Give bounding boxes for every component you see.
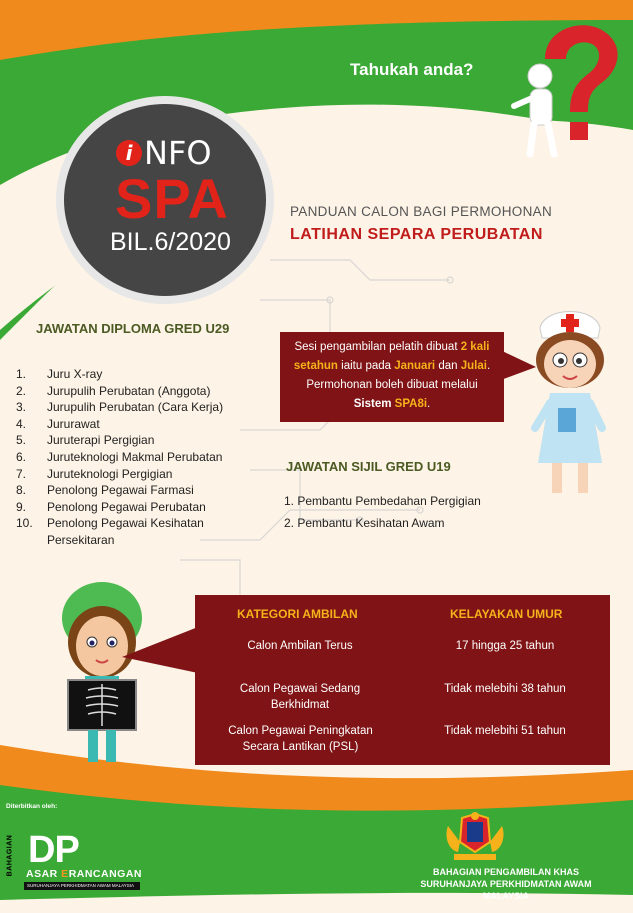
table-pointer: [120, 625, 200, 675]
table-header-kategori: KATEGORI AMBILAN: [237, 607, 358, 621]
sijil-heading: JAWATAN SIJIL GRED U19: [286, 459, 451, 474]
table-row-umur: 17 hingga 25 tahun: [455, 640, 555, 652]
spa-title: SPA: [115, 167, 229, 230]
logo-wordmark: ASAR ERANCANGAN: [26, 868, 143, 880]
table-header-umur: KELAYAKAN UMUR: [450, 607, 563, 621]
table-row-kategori: Calon Pegawai Sedang Berkhidmat: [239, 683, 361, 711]
list-item: 8. Penolong Pegawai Farmasi: [16, 483, 194, 498]
list-item: 7. Juruteknologi Pergigian: [16, 466, 173, 481]
list-item: 1. Juru X-ray: [16, 367, 103, 381]
logo-subtitle: SURUHANJAYA PERKHIDMATAN AWAM MALAYSIA: [27, 883, 135, 888]
list-item: 2. Jurupulih Perubatan (Anggota): [16, 383, 211, 398]
intake-info-callout: Sesi pengambilan pelatih dibuat 2 kali setahun iaitu pada Januari dan Julai. Permohonan boleh dibuat melalui Sistem SPA8i.: [280, 332, 504, 422]
malaysia-crest-emblem: [440, 812, 510, 864]
published-by-label: Diterbitkan oleh:: [6, 803, 58, 810]
list-item: 1. Pembantu Pembedahan Pergigian: [284, 494, 481, 508]
list-item: 6. Juruteknologi Makmal Perubatan: [16, 449, 223, 464]
question-mark-figure: [500, 14, 630, 164]
question-heading: Tahukah anda?: [350, 60, 474, 79]
list-item: 5. Juruterapi Pergigian: [16, 433, 155, 448]
diploma-heading: JAWATAN DIPLOMA GRED U29: [36, 321, 230, 336]
table-row-umur: Tidak melebihi 51 tahun: [444, 725, 566, 737]
list-item: 4. Jururawat: [16, 416, 100, 431]
dp-logo: DP: [28, 829, 79, 871]
agency-name: BAHAGIAN PENGAMBILAN KHAS SURUHANJAYA PERKHIDMATAN AWAM MALAYSIA: [420, 867, 592, 901]
guide-title: LATIHAN SEPARA PERUBATAN: [290, 226, 543, 243]
table-row-kategori: Calon Pegawai Peningkatan Secara Lantikan (PSL): [228, 725, 373, 753]
list-item: 9. Penolong Pegawai Perubatan: [16, 499, 206, 514]
bulletin-number: BIL.6/2020: [110, 228, 231, 256]
list-item: 2. Pembantu Kesihatan Awam: [284, 516, 445, 530]
guide-subtitle: PANDUAN CALON BAGI PERMOHONAN: [290, 204, 552, 219]
category-table: [195, 595, 610, 765]
diploma-list: [16, 366, 266, 549]
logo-side-text: BAHAGIAN: [6, 834, 14, 877]
info-icon: i: [116, 140, 142, 166]
list-item: 3. Jurupulih Perubatan (Cara Kerja): [16, 400, 224, 415]
nurse-illustration: [520, 298, 620, 498]
info-text: NFO: [144, 134, 212, 172]
table-row-umur: Tidak melebihi 38 tahun: [444, 683, 566, 695]
list-item: 10. Penolong Pegawai Kesihatan Persekitaran: [16, 516, 204, 547]
sijil-list: [284, 490, 481, 534]
table-row-kategori: Calon Ambilan Terus: [247, 640, 353, 652]
